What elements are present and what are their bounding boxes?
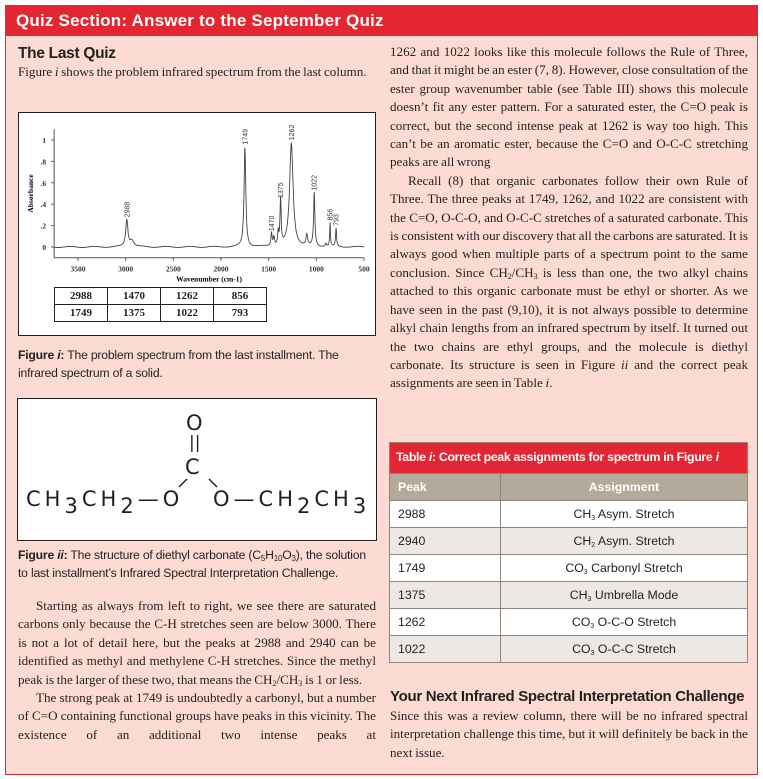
subscript: 3 bbox=[291, 554, 296, 563]
assignment-cell bbox=[501, 501, 747, 527]
table-title bbox=[390, 443, 747, 473]
y-tick-label: .2 bbox=[40, 221, 47, 231]
text-run: O—CH bbox=[213, 487, 297, 511]
x-tick-label: 2000 bbox=[213, 264, 229, 274]
body-paragraph-2-continued bbox=[390, 43, 748, 172]
y-tick-label: 0 bbox=[42, 243, 47, 252]
text-run: CO bbox=[572, 642, 591, 656]
body-paragraph-1 bbox=[18, 597, 376, 689]
y-tick-label: 1 bbox=[42, 136, 47, 145]
body-paragraph-3 bbox=[390, 172, 748, 393]
peak-value: 1022 bbox=[161, 305, 214, 322]
text-run: CH bbox=[569, 588, 588, 602]
last-quiz-intro bbox=[18, 63, 376, 81]
body-paragraph-2 bbox=[18, 689, 376, 744]
assignment-cell bbox=[501, 555, 747, 581]
italic-text: i bbox=[54, 64, 59, 79]
figure-i-spectrum bbox=[18, 112, 376, 336]
x-tick-label: 3500 bbox=[70, 264, 86, 274]
bold-text: : bbox=[63, 548, 68, 562]
text-run: Figure bbox=[18, 64, 55, 79]
peak-table-row bbox=[55, 305, 267, 322]
carbonyl-carbon: C bbox=[185, 455, 204, 479]
figure-ii-structure bbox=[17, 398, 377, 541]
peak-cell: 1022 bbox=[390, 636, 501, 662]
text-run: CO bbox=[571, 615, 591, 629]
next-challenge-text bbox=[390, 707, 748, 762]
table-row bbox=[390, 581, 747, 608]
next-challenge-heading: Your Next Infrared Spectral Interpretation Challenge bbox=[390, 688, 745, 705]
subscript: 2 bbox=[507, 271, 512, 281]
peak-value: 1262 bbox=[161, 288, 214, 305]
peak-value: 856 bbox=[214, 288, 267, 305]
figure-ii-caption bbox=[18, 546, 378, 582]
section-title: Quiz Section: Answer to the September Quiz bbox=[5, 5, 758, 36]
table-row bbox=[390, 527, 747, 554]
subscript: 3 bbox=[64, 494, 82, 518]
peak-cell: 1262 bbox=[390, 609, 501, 635]
text-run: Asym. Stretch bbox=[595, 534, 675, 548]
text-run: The structure of diethyl carbonate (C bbox=[67, 548, 261, 562]
peak-cell: 2988 bbox=[390, 501, 501, 527]
peak-label: 1470 bbox=[269, 215, 277, 232]
text-run: ), the solution to last installment’s Infrared Spectral Interpretation Challenge. bbox=[18, 548, 366, 580]
double-bond: || bbox=[189, 433, 201, 453]
subscript: 10 bbox=[273, 554, 283, 563]
text-run: Carbonyl Stretch bbox=[587, 561, 683, 575]
text-run: O bbox=[282, 548, 292, 562]
subscript: 3 bbox=[352, 494, 371, 518]
column-header: Peak bbox=[390, 474, 501, 500]
peak-cell: 1749 bbox=[390, 555, 501, 581]
italic-text: i bbox=[57, 348, 61, 362]
y-tick-label: .4 bbox=[40, 200, 47, 210]
left-ethoxy-chain bbox=[26, 487, 184, 518]
peak-cell: 2940 bbox=[390, 528, 501, 554]
text-run: Umbrella Mode bbox=[591, 588, 679, 602]
table-row bbox=[390, 635, 747, 662]
italic-text: ii bbox=[57, 548, 64, 562]
text-run: CH bbox=[26, 487, 65, 511]
assignment-cell bbox=[501, 582, 747, 608]
text-run: H bbox=[265, 548, 274, 562]
peak-cell: 1375 bbox=[390, 582, 501, 608]
assignment-cell bbox=[501, 528, 747, 554]
peak-label: 793 bbox=[333, 214, 341, 226]
text-run: Asym. Stretch bbox=[595, 507, 675, 521]
text-run: —O bbox=[137, 487, 184, 511]
subscript: 3 bbox=[533, 271, 538, 281]
text-run: Since this was a review column, there will be no infrared spectral interpretation challenge this time, but it will definitely be back in the next issue. bbox=[390, 708, 748, 760]
peak-label: 2988 bbox=[124, 201, 132, 218]
table-row bbox=[390, 554, 747, 581]
assignment-cell bbox=[501, 609, 747, 635]
text-run: Table bbox=[396, 450, 429, 464]
italic-text: i bbox=[545, 375, 550, 391]
text-run: . bbox=[549, 375, 553, 391]
subscript: 3 bbox=[587, 596, 592, 603]
peak-value: 2988 bbox=[55, 288, 108, 305]
subscript: 5 bbox=[260, 554, 266, 563]
table-row bbox=[390, 500, 747, 527]
spectrum-line bbox=[54, 143, 364, 248]
figure-peak-table bbox=[54, 287, 267, 322]
right-ethoxy-chain bbox=[213, 487, 371, 518]
subscript: 2 bbox=[120, 494, 138, 518]
text-run: and the correct peak assignments are seen in Table bbox=[390, 356, 748, 391]
text-run: 1262 and 1022 looks like this molecule follows the Rule of Three, and that it might be an ester (7, 8). However, close consultation of the ester group wavenumber table (see Table III) shows this molecule doesn’t fit any ester pattern. For a saturated ester, the C=O peak is correct, but the second intense peak at 1262 is way too high. This can’t be an aromatic ester, because the C=O and O-C-C stretching peaks are all wrong bbox=[390, 44, 748, 170]
peak-label: 1022 bbox=[311, 174, 319, 191]
x-axis-label: Wavenumber (cm-1) bbox=[176, 274, 243, 284]
text-run: CH bbox=[573, 507, 592, 521]
peak-label: 1749 bbox=[242, 128, 250, 145]
x-tick-label: 500 bbox=[358, 264, 370, 274]
italic-text: ii bbox=[621, 356, 629, 372]
y-axis-label: Absorbance bbox=[26, 174, 35, 213]
text-run: CO bbox=[565, 561, 584, 575]
peak-label: 1262 bbox=[288, 124, 296, 141]
italic-text: i bbox=[715, 450, 719, 464]
peak-label: 1375 bbox=[278, 182, 286, 198]
italic-text: i bbox=[428, 450, 432, 464]
x-tick-label: 1500 bbox=[261, 264, 277, 274]
text-run: is less than one, the two alkyl chains attached to this organic carbonate must be ethyl or shorter. As we have seen in the past (9,10), it is not always possible to determine alkyl chain lengths from an infrared spectrum by itself. It turned out the two chains are ethyl groups, and the molecule is diethyl carbonate. Its structure is seen in Figure bbox=[390, 264, 748, 372]
peak-value: 1749 bbox=[55, 305, 108, 322]
text-run: Starting as always from left to right, we see there are saturated carbons only because the C-H stretches seen are below 3000. There is not a lot of detail here, but the peaks at 2988 and 2940 can be identified as methyl and methylene C-H stretches. Since the methyl peak is the larger of these two, that means the CH bbox=[18, 598, 376, 687]
subscript: 3 bbox=[590, 623, 595, 630]
text-run: The problem spectrum from the last installment. The infrared spectrum of a solid. bbox=[18, 348, 339, 380]
text-run: CH bbox=[573, 534, 592, 548]
text-run: CH bbox=[314, 487, 353, 511]
text-run: O-C-O Stretch bbox=[594, 615, 677, 629]
table-i-peak-assignments bbox=[389, 442, 748, 663]
subscript: 3 bbox=[590, 650, 595, 657]
text-run: : Correct peak assignments for spectrum in Figure bbox=[431, 450, 716, 464]
assignment-cell bbox=[501, 636, 747, 662]
subscript: 3 bbox=[583, 569, 588, 576]
peak-label: 856 bbox=[327, 208, 335, 221]
text-run: The strong peak at 1749 is undoubtedly a carbonyl, but a number of C=O containing functional groups have peaks in this vicinity. The existence of an additional two intense peaks at bbox=[18, 690, 376, 742]
text-run: Recall (8) that organic carbonates follow their own Rule of Three. The three peaks at 1749, 1262, and 1022 are consistent with the C=O, O-C-O, and O-C-C stretches of a saturated carbonate. This is consistent with our discovery that all the carbons are saturated. It is always good when multiple parts of a spectrum point to the same conclusion. Since CH bbox=[390, 172, 748, 280]
text-run: shows the problem infrared spectrum from the last column. bbox=[58, 64, 367, 79]
peak-value: 1375 bbox=[108, 305, 161, 322]
x-tick-label: 1000 bbox=[308, 264, 324, 274]
last-quiz-heading: The Last Quiz bbox=[18, 45, 116, 62]
text-run: /CH bbox=[511, 264, 534, 280]
peak-value: 1470 bbox=[108, 288, 161, 305]
text-run: CH bbox=[81, 487, 121, 511]
x-tick-label: 2500 bbox=[165, 264, 181, 274]
bold-text: Figure bbox=[18, 548, 58, 562]
text-run: O-C-C Stretch bbox=[594, 642, 676, 656]
y-tick-label: .6 bbox=[40, 178, 47, 188]
table-header-row bbox=[390, 473, 747, 500]
peak-table-row bbox=[55, 288, 267, 305]
x-tick-label: 3000 bbox=[118, 264, 134, 274]
table-row bbox=[390, 608, 747, 635]
peak-value: 793 bbox=[214, 305, 267, 322]
bold-text: Figure bbox=[18, 348, 58, 362]
subscript: 2 bbox=[591, 542, 596, 549]
subscript: 3 bbox=[298, 678, 303, 688]
text-run: /CH bbox=[276, 671, 299, 687]
subscript: 3 bbox=[591, 515, 596, 522]
y-tick-label: .8 bbox=[40, 157, 47, 167]
text-run: is 1 or less. bbox=[302, 671, 363, 687]
figure-i-caption bbox=[18, 346, 378, 382]
subscript: 2 bbox=[296, 494, 315, 518]
column-header: Assignment bbox=[588, 480, 660, 494]
bold-text: : bbox=[60, 348, 65, 362]
subscript: 2 bbox=[272, 678, 277, 688]
carbonyl-oxygen: O bbox=[186, 411, 207, 435]
